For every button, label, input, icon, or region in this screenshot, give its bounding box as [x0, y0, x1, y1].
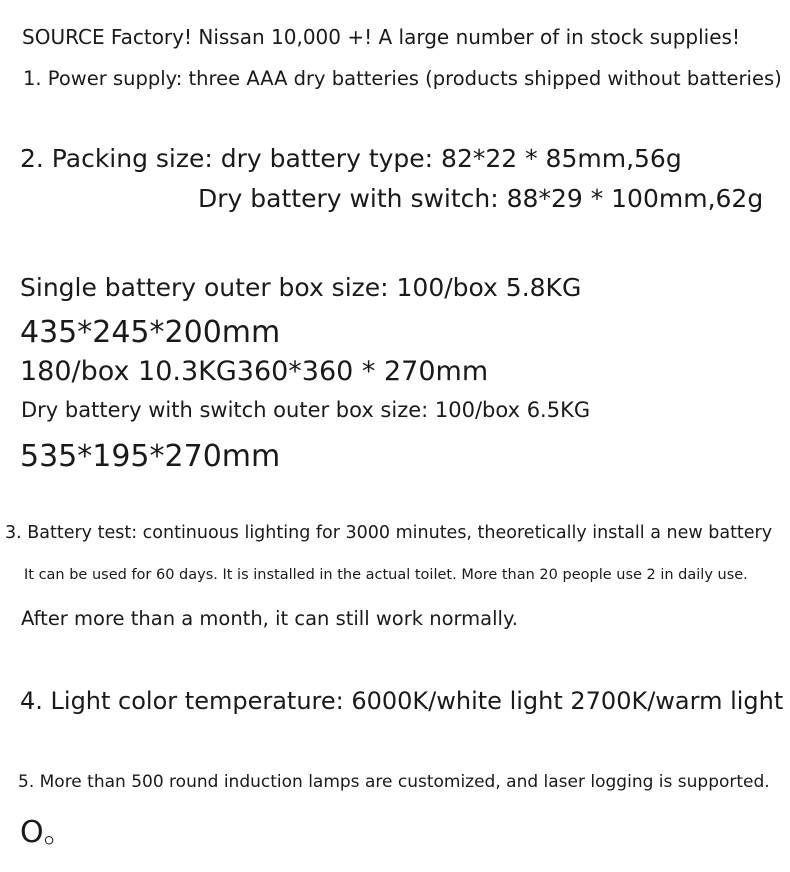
- trailing-text: O。: [20, 815, 74, 850]
- outer-box-dimensions-text: 435*245*200mm: [20, 315, 281, 350]
- outer-box-size-text: Single battery outer box size: 100/box 5.8KG: [20, 273, 582, 302]
- usage-days-text: It can be used for 60 days. It is installed in the actual toilet. More than 20 people use 2 in daily use.: [24, 567, 748, 583]
- power-supply-text: 1. Power supply: three AAA dry batteries (products shipped without batteries): [23, 67, 782, 90]
- headline-text: SOURCE Factory! Nissan 10,000 +! A large number of in stock supplies!: [22, 25, 740, 49]
- outer-box-180-text: 180/box 10.3KG360*360 * 270mm: [20, 356, 489, 387]
- switch-outer-box-size-text: Dry battery with switch outer box size: 100/box 6.5KG: [21, 398, 591, 422]
- packing-size-text: 2. Packing size: dry battery type: 82*22 * 85mm,56g: [20, 144, 682, 173]
- customization-text: 5. More than 500 round induction lamps are customized, and laser logging is supported.: [18, 772, 770, 792]
- switch-packing-size-text: Dry battery with switch: 88*29 * 100mm,62g: [198, 184, 764, 213]
- color-temperature-text: 4. Light color temperature: 6000K/white light 2700K/warm light: [20, 687, 784, 715]
- works-normally-text: After more than a month, it can still work normally.: [21, 607, 518, 630]
- switch-outer-box-dimensions-text: 535*195*270mm: [20, 439, 281, 474]
- battery-test-text: 3. Battery test: continuous lighting for 3000 minutes, theoretically install a new battery: [5, 523, 773, 543]
